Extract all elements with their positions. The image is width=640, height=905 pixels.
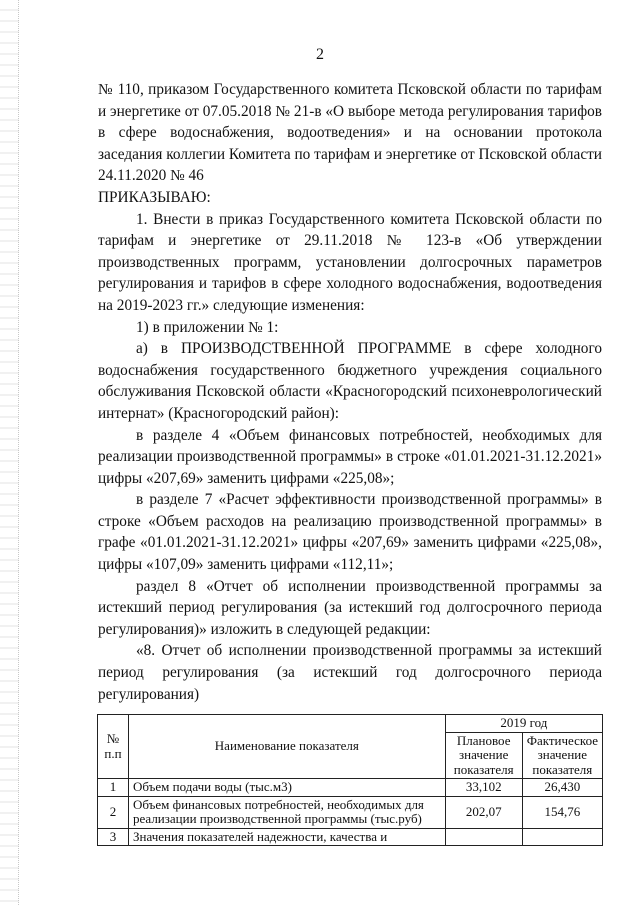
document-body [98, 79, 602, 705]
paragraph-production-program: а) в ПРОИЗВОДСТВЕННОЙ ПРОГРАММЕ в сфере холодного водоснабжения государственного бюджетного учреждения социального обслуживания Псковской области «Красногородский психоневрологический интернат» (Красногородский район): [98, 340, 602, 422]
header-planned-value: Плановое значение показателя [445, 732, 522, 779]
table-row [98, 796, 603, 828]
row-number: 2 [98, 796, 129, 828]
row-actual-value: 154,76 [522, 796, 602, 828]
header-indicator-name: Наименование показателя [129, 715, 446, 779]
binding-edge [0, 0, 19, 905]
paragraph-amend-order: 1. Внести в приказ Государственного комитета Псковской области по тарифам и энергетике от 29.11.2018 № 123-в «Об утверждении производственных программ, установлении долгосрочных параметров регулирования и тарифов в сфере холодного водоснабжения, водоотведения на 2019-2023 гг.» следующие изменения: [98, 210, 602, 314]
row-actual-value [522, 828, 602, 846]
row-actual-value: 26,430 [522, 779, 602, 797]
row-indicator-name: Объем финансовых потребностей, необходимых для реализации производственной программы (тыс.руб) [129, 796, 446, 828]
page-number: 2 [316, 46, 324, 63]
paragraph-section-8: раздел 8 «Отчет об исполнении производственной программы за истекший период регулирования (за истекший год долгосрочного периода регулирования)» изложить в следующей редакции: [98, 577, 602, 638]
row-planned-value: 33,102 [445, 779, 522, 797]
paragraph-report-title: «8. Отчет об исполнении производственной программы за истекший период регулирования (за истекший год долгосрочного периода регулирования) [98, 642, 602, 703]
row-indicator-name: Значения показателей надежности, качества и [129, 828, 446, 846]
row-planned-value [445, 828, 522, 846]
row-number: 1 [98, 779, 129, 797]
paragraph-section-4: в разделе 4 «Объем финансовых потребностей, необходимых для реализации производственной программы» в строке «01.01.2021-31.12.2021» цифры «207,69» заменить цифрами «225,08»; [98, 426, 602, 487]
table-header-row [98, 715, 603, 733]
row-planned-value: 202,07 [445, 796, 522, 828]
row-indicator-name: Объем подачи воды (тыс.м3) [129, 779, 446, 797]
paragraph-appendix: 1) в приложении № 1: [136, 318, 279, 336]
protocol-date: 24.11.2020 № 46 [98, 167, 204, 185]
table-row [98, 779, 603, 797]
paragraph-section-7: в разделе 7 «Расчет эффективности производственной программы» в строке «Объем расходов на реализацию производственной программы» в графе «01.01.2021-31.12.2021» цифры «207,69» заменить цифрами «225,08», цифры «107,09» заменить цифрами «112,11»; [98, 491, 602, 574]
paragraph-basis: № 110, приказом Государственного комитета Псковской области по тарифам и энергетике от 07.05.2018 № 21-в «О выборе метода регулирования тарифов в сфере водоснабжения, водоотведения» и на основании протокола заседания коллегии Комитета по тарифам и энергетике от Псковской области [98, 81, 602, 163]
header-actual-value: Фактическое значение показателя [522, 732, 602, 779]
header-number: № п.п [98, 715, 129, 779]
row-number: 3 [98, 828, 129, 846]
header-year: 2019 год [445, 715, 602, 733]
order-heading: ПРИКАЗЫВАЮ: [98, 188, 211, 206]
table-row [98, 828, 603, 846]
report-table [97, 714, 603, 846]
